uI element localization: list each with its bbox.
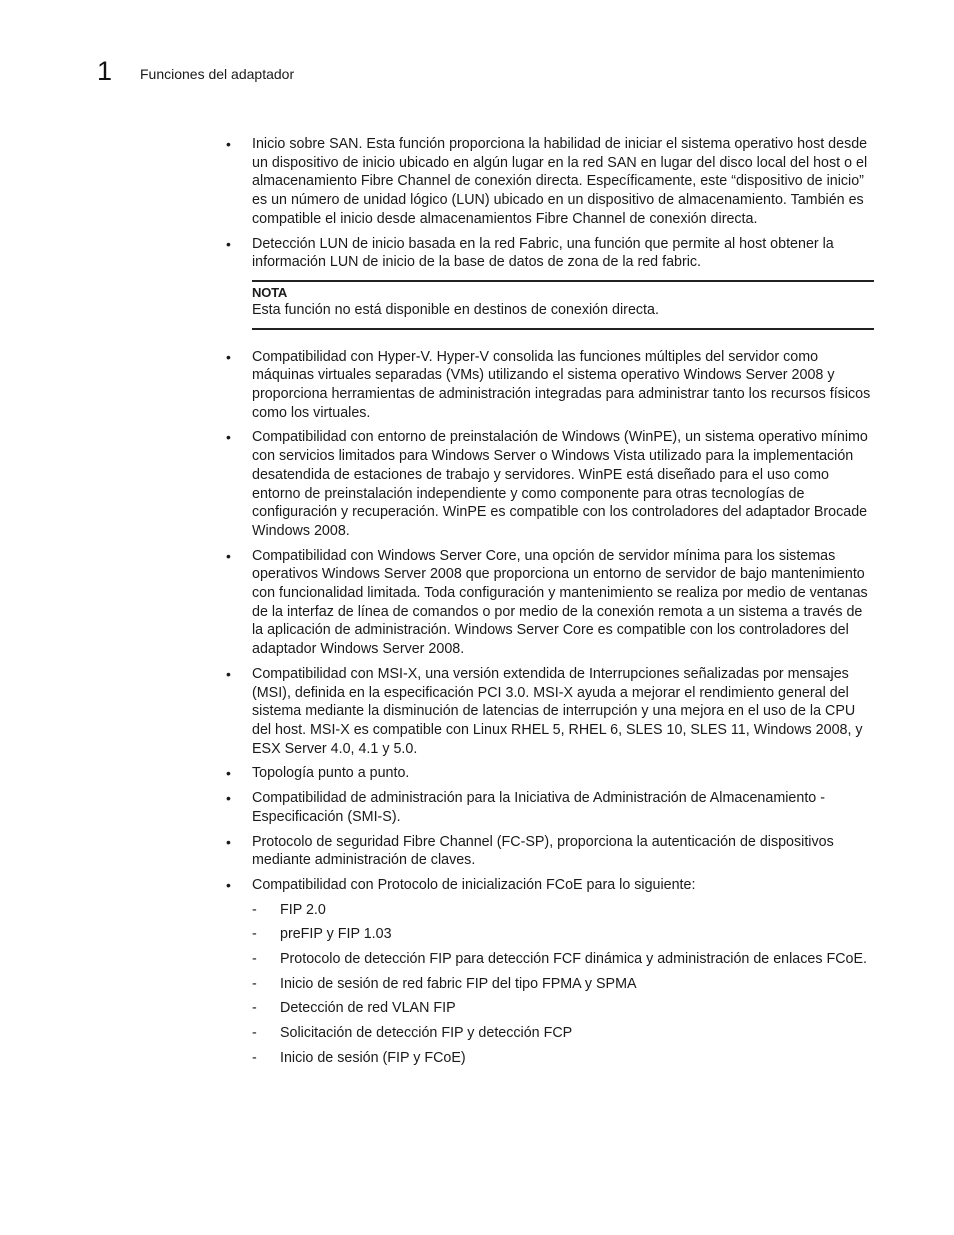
sub-list-item (252, 1049, 874, 1068)
list-item (224, 348, 874, 423)
sub-list-item (252, 1024, 874, 1043)
sub-list-item (252, 950, 874, 969)
dash-icon: - (252, 1049, 257, 1066)
list-item-text: Inicio sobre SAN. Esta función proporciona la habilidad de iniciar el sistema operativo host desde un dispositivo de inicio ubicado en algún lugar en la red SAN en lugar del disco local del host o el almacenamiento Fibre Channel de conexión directa. Específicamente, este “dispositivo de inicio” es un número de unidad lógico (LUN) ubicado en un dispositivo de almacenamiento. También es compatible el inicio desde almacenamientos Fibre Channel de conexión directa. (252, 136, 868, 227)
bullet-icon: • (226, 136, 231, 152)
list-item (224, 665, 874, 759)
list-item-text: Compatibilidad con entorno de preinstalación de Windows (WinPE), un sistema operativo mínimo con servicios limitados para Windows Server o Windows Vista utilizado para la implementación desatendida de estaciones de trabajo y servidores. WinPE está diseñado para el uso como entorno de preinstalación independiente y como componente para otras tecnologías de configuración y recuperación. WinPE es compatible con los controladores del adaptador Brocade Windows 2008. (252, 429, 868, 539)
list-item (224, 135, 874, 229)
list-item (224, 547, 874, 659)
note-box (252, 280, 874, 330)
sub-list-item (252, 999, 874, 1018)
bullet-icon: • (226, 235, 231, 252)
bullet-icon: • (226, 429, 231, 446)
list-item-text: Compatibilidad con Protocolo de inicialización FCoE para lo siguiente: (252, 876, 696, 893)
dash-icon: - (252, 1025, 257, 1042)
list-item-text: Compatibilidad con MSI-X, una versión extendida de Interrupciones señalizadas por mensajes (MSI), definida en la especificación PCI 3.0. MSI-X ayuda a mejorar el rendimiento general del sistema mediante la disminución de latencias de interrupción y una mejora en el uso de la CPU del host. MSI-X es compatible con Linux RHEL 5, RHEL 6, SLES 10, SLES 11, Windows 2008, y ESX Server 4.0, 4.1 y 5.0. (252, 665, 863, 757)
dash-icon: - (252, 926, 257, 943)
bullet-icon: • (226, 833, 231, 850)
list-item-text: Detección LUN de inicio basada en la red Fabric, una función que permite al host obtener la información LUN de inicio de la base de datos de zona de la red fabric. (252, 235, 834, 271)
fcoe-sub-list (252, 901, 874, 1068)
sub-list-item-text: Inicio de sesión (FIP y FCoE) (280, 1049, 466, 1066)
bullet-icon: • (226, 665, 231, 682)
list-item (224, 428, 874, 540)
chapter-title: Funciones del adaptador (140, 66, 295, 82)
sub-list-item-text: Detección de red VLAN FIP (280, 1000, 456, 1017)
sub-list-item-text: preFIP y FIP 1.03 (280, 926, 392, 943)
bullet-icon: • (226, 765, 231, 782)
bullet-icon: • (226, 348, 231, 365)
dash-icon: - (252, 975, 257, 992)
dash-icon: - (252, 951, 257, 968)
list-item (224, 764, 874, 783)
dash-icon: - (252, 1000, 257, 1017)
list-item-text: Protocolo de seguridad Fibre Channel (FC-SP), proporciona la autenticación de dispositivos mediante administración de claves. (252, 833, 834, 869)
list-item (224, 876, 874, 1068)
list-item-text: Compatibilidad de administración para la Iniciativa de Administración de Almacenamiento - Especificación (SMI-S). (252, 790, 825, 825)
sub-list-item-text: FIP 2.0 (280, 901, 326, 918)
sub-list-item (252, 925, 874, 944)
main-content (224, 135, 874, 1074)
feature-list-bottom (224, 348, 874, 1068)
sub-list-item (252, 975, 874, 994)
list-item-text: Compatibilidad con Hyper-V. Hyper-V consolida las funciones múltiples del servidor como máquinas virtuales separadas (VMs) utilizando el sistema operativo Windows Server 2008 y proporciona herramientas de administración integradas para administrar tanto los recursos físicos como los virtuales. (252, 348, 871, 421)
list-item (224, 235, 874, 272)
bullet-icon: • (226, 876, 231, 893)
sub-list-item-text: Solicitación de detección FIP y detección FCP (280, 1025, 573, 1042)
feature-list-top (224, 135, 874, 272)
sub-list-item (252, 901, 874, 920)
note-text: Esta función no está disponible en destinos de conexión directa. (252, 301, 659, 318)
sub-list-item-text: Inicio de sesión de red fabric FIP del tipo FPMA y SPMA (280, 975, 637, 992)
bullet-icon: • (226, 547, 231, 564)
dash-icon: - (252, 901, 257, 918)
chapter-number: 1 (97, 56, 113, 86)
list-item-text: Compatibilidad con Windows Server Core, una opción de servidor mínima para los sistemas operativos Windows Server 2008 que proporciona un entorno de servidor de bajo mantenimiento con funcionalidad limitada. Toda configuración y mantenimiento se realiza por medio de ventanas de la interfaz de línea de comandos o por medio de la conexión remota a un sistema a través de la aplicación de administración. Windows Server Core es compatible con los controladores del adaptador Windows Server 2008. (252, 547, 868, 658)
sub-list-item-text: Protocolo de detección FIP para detección FCF dinámica y administración de enlaces FCoE. (280, 951, 867, 968)
bullet-icon: • (226, 790, 231, 807)
list-item-text: Topología punto a punto. (252, 765, 410, 782)
list-item (224, 789, 874, 826)
list-item (224, 833, 874, 870)
note-title: NOTA (252, 284, 288, 300)
